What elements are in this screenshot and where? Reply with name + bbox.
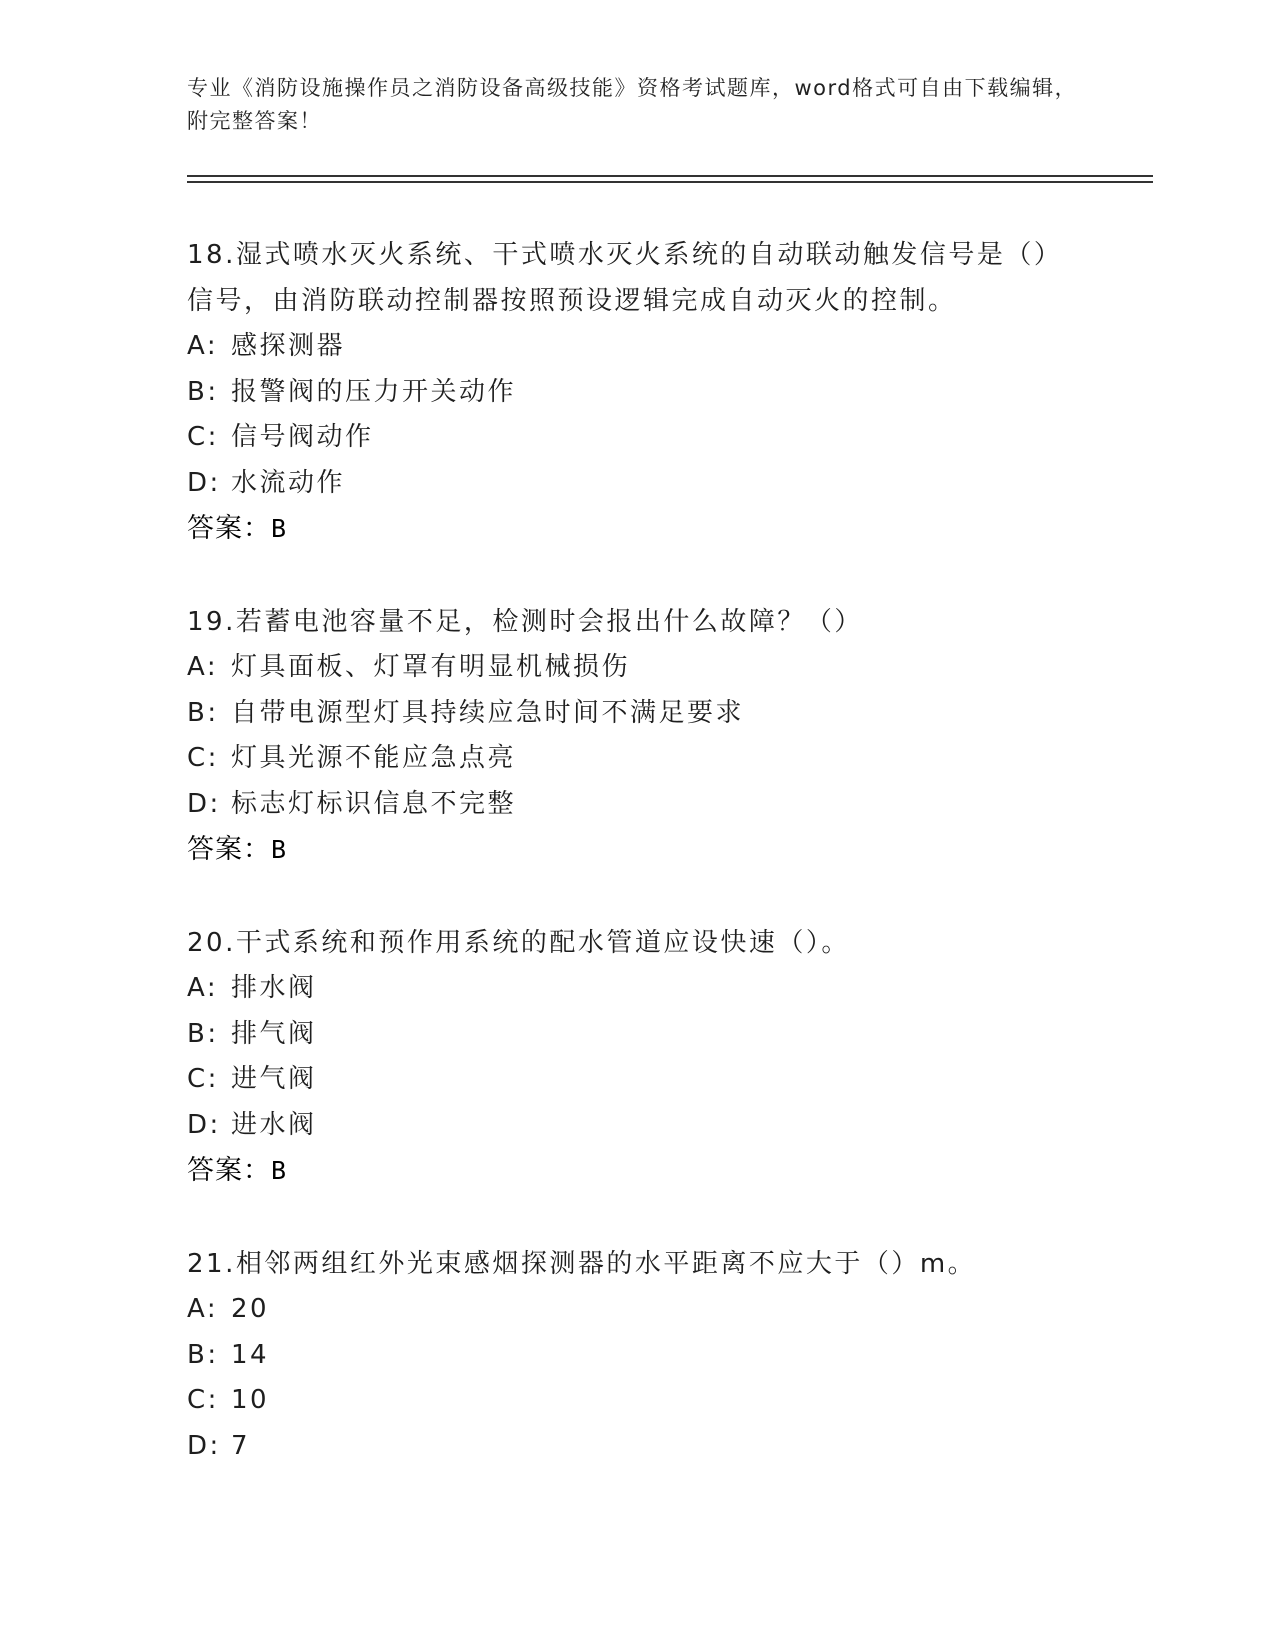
option-a (187, 324, 1087, 370)
option-key: B: (187, 697, 219, 728)
option-c (187, 1378, 1087, 1424)
option-key: D: (187, 1430, 221, 1461)
option-c (187, 1057, 1087, 1103)
option-key: C: (187, 1385, 219, 1415)
option-d (187, 1424, 1087, 1470)
header-intro-text: 专业《消防设施操作员之消防设备高级技能》资格考试题库，word格式可自由下载编辑，附完整答案！ (187, 76, 1078, 133)
option-key: C: (187, 743, 219, 773)
option-key: C: (187, 422, 219, 452)
option-text: 水流动作 (231, 467, 346, 498)
option-text: 进气阀 (231, 1064, 317, 1094)
option-d (187, 782, 1087, 828)
answer-label: 答案： (187, 513, 271, 544)
answer-label: 答案： (187, 1155, 271, 1186)
answer-line (187, 1148, 1087, 1194)
option-text: 标志灯标识信息不完整 (231, 788, 517, 819)
option-text: 14 (231, 1339, 270, 1370)
question-20 (187, 920, 1087, 1194)
answer-line (187, 506, 1087, 552)
option-key: B: (187, 376, 219, 407)
option-a (187, 966, 1087, 1012)
option-text: 报警阀的压力开关动作 (231, 376, 517, 407)
option-a (187, 645, 1087, 691)
option-text: 灯具光源不能应急点亮 (231, 743, 517, 773)
option-text: 感探测器 (231, 331, 346, 361)
option-key: D: (187, 1109, 221, 1140)
option-text: 20 (231, 1294, 270, 1324)
option-b (187, 1012, 1087, 1058)
option-text: 7 (231, 1430, 251, 1461)
option-text: 排气阀 (231, 1018, 317, 1049)
answer-value: B (271, 514, 288, 543)
option-b (187, 1333, 1087, 1379)
option-text: 排水阀 (231, 973, 317, 1003)
option-key: C: (187, 1064, 219, 1094)
option-b (187, 691, 1087, 737)
option-b (187, 370, 1087, 416)
option-key: A: (187, 652, 219, 682)
option-key: D: (187, 467, 221, 498)
question-18 (187, 232, 1087, 552)
option-key: A: (187, 1294, 219, 1324)
option-text: 信号阀动作 (231, 422, 374, 452)
answer-value: B (271, 1156, 288, 1185)
question-stem: 20.干式系统和预作用系统的配水管道应设快速（）。 (187, 928, 850, 958)
question-19 (187, 599, 1087, 873)
question-list (187, 232, 1087, 1516)
question-stem: 19.若蓄电池容量不足，检测时会报出什么故障？（） (187, 607, 863, 637)
option-key: A: (187, 973, 219, 1003)
option-key: A: (187, 331, 219, 361)
option-key: B: (187, 1339, 219, 1370)
header-divider-top (187, 175, 1153, 177)
question-21 (187, 1241, 1087, 1469)
answer-line (187, 827, 1087, 873)
option-d (187, 1103, 1087, 1149)
answer-value: B (271, 835, 288, 864)
option-key: D: (187, 788, 221, 819)
header-divider-bottom (187, 181, 1153, 183)
question-stem: 21.相邻两组红外光束感烟探测器的水平距离不应大于（）m。 (187, 1249, 977, 1279)
answer-label: 答案： (187, 834, 271, 865)
option-text: 灯具面板、灯罩有明显机械损伤 (231, 652, 631, 682)
option-key: B: (187, 1018, 219, 1049)
question-stem: 18.湿式喷水灭火系统、干式喷水灭火系统的自动联动触发信号是（）信号，由消防联动控制器按照预设逻辑完成自动灭火的控制。 (187, 240, 1063, 316)
option-d (187, 461, 1087, 507)
option-c (187, 415, 1087, 461)
option-text: 自带电源型灯具持续应急时间不满足要求 (231, 697, 745, 728)
option-c (187, 736, 1087, 782)
option-text: 进水阀 (231, 1109, 317, 1140)
document-header (187, 72, 1087, 138)
option-a (187, 1287, 1087, 1333)
option-text: 10 (231, 1385, 270, 1415)
